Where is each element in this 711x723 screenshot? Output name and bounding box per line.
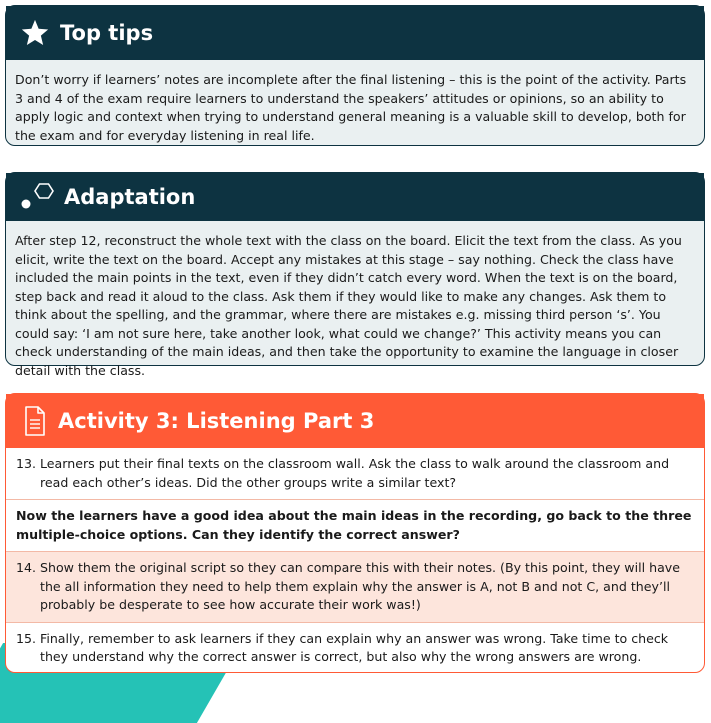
step-number: 13. bbox=[16, 456, 37, 471]
activity-header bbox=[6, 394, 704, 448]
top-tips-title: Top tips bbox=[60, 21, 154, 45]
top-tips-header bbox=[6, 6, 704, 60]
step-text: Learners put their final texts on the classroom wall. Ask the class to walk around the classroom and read each other’s ideas. Did the other groups write a similar text? bbox=[40, 456, 670, 490]
document-icon bbox=[24, 406, 46, 436]
step-number: 14. bbox=[16, 560, 37, 575]
step-13 bbox=[6, 448, 704, 499]
step-text: Finally, remember to ask learners if they can explain why an answer was wrong. Take time to check they understand why the correct answer is correct, but also why the wrong answers are wrong. bbox=[40, 630, 669, 664]
adaptation-title: Adaptation bbox=[64, 185, 196, 209]
top-tips-text: Don’t worry if learners’ notes are incomplete after the final listening – this is the point of the activity. Parts 3 and 4 of the exam require learners to understand the speakers’ attitudes or opinions, so an ability to apply logic and context when trying to understand general meaning is a valuable skill to develop, both for the exam and for everyday listening in real life. bbox=[15, 72, 687, 143]
adaptation-header bbox=[6, 173, 704, 221]
star-icon bbox=[20, 18, 50, 48]
activity-note: Now the learners have a good idea about the main ideas in the recording, go back to the three multiple-choice options. Can they identify the correct answer? bbox=[6, 499, 704, 551]
top-tips-box bbox=[5, 5, 705, 146]
hexagon-dot-icon bbox=[20, 182, 54, 212]
step-15 bbox=[6, 622, 704, 674]
step-number: 15. bbox=[16, 630, 37, 646]
step-14 bbox=[6, 551, 704, 622]
activity-box bbox=[5, 393, 705, 673]
activity-title: Activity 3: Listening Part 3 bbox=[58, 409, 375, 433]
adaptation-box bbox=[5, 172, 705, 378]
step-text: Show them the original script so they can compare this with their notes. (By this point, they will have the all information they need to help them explain why the answer is A, not B and not C, and they’ll probably be desperate to see how accurate their work was!) bbox=[40, 560, 680, 612]
adaptation-text: After step 12, reconstruct the whole text with the class on the board. Elicit the text from the class. As you elicit, write the text on the board. Accept any mistakes at this stage – say nothing. Check the class have included the main points in the text, even if they didn’t catch every word. When the text is on the board, step back and read it aloud to the class. Ask them if they would like to make any changes. Ask them to think about the spelling, and the grammar, where there are mistakes e.g. missing third person ‘s’. You could say: ‘I am not sure here, take another look, what could we change?’ This activity means you can check understanding of the main ideas, and then take the opportunity to examine the language in closer detail with the class. bbox=[15, 233, 682, 378]
